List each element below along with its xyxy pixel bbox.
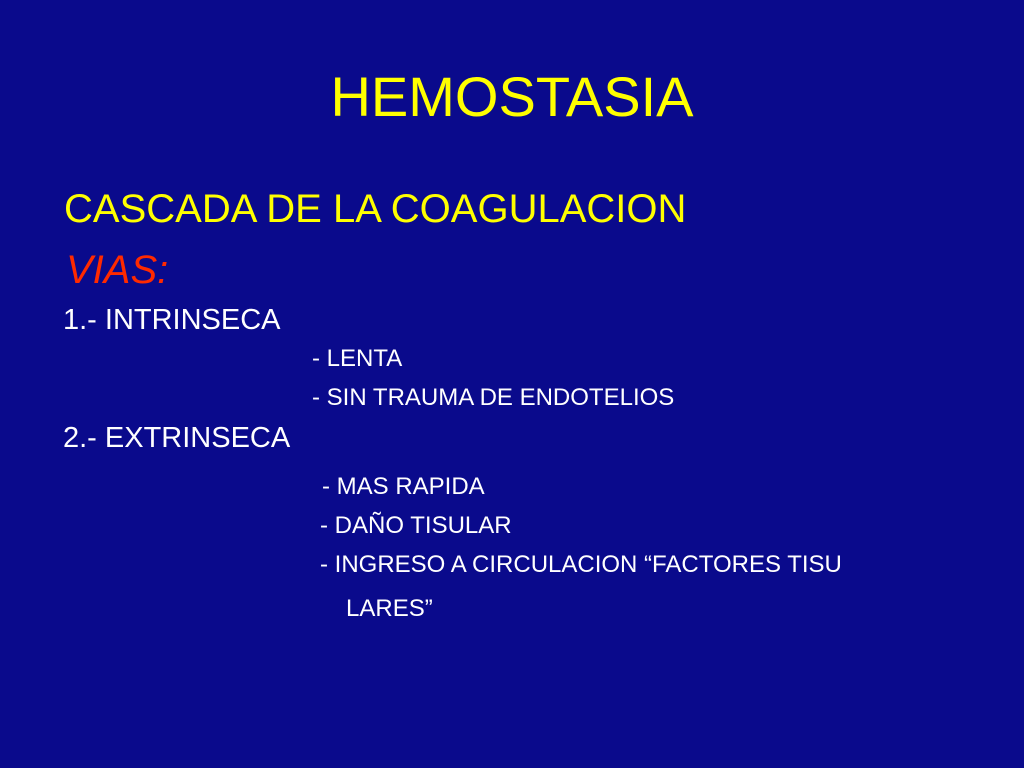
list-item: - DAÑO TISULAR — [320, 512, 512, 539]
list-item: - LENTA — [312, 345, 403, 372]
slide-subtitle: CASCADA DE LA COAGULACION — [64, 187, 687, 231]
list-item: - MAS RAPIDA — [322, 473, 485, 500]
section-heading-extrinseca: 2.- EXTRINSECA — [63, 422, 291, 454]
vias-label: VIAS: — [66, 248, 169, 292]
slide-title: HEMOSTASIA — [330, 65, 694, 128]
list-item: LARES” — [346, 595, 433, 622]
list-item: - SIN TRAUMA DE ENDOTELIOS — [312, 384, 675, 411]
list-item: - INGRESO A CIRCULACION “FACTORES TISU — [320, 551, 842, 578]
section-heading-intrinseca: 1.- INTRINSECA — [63, 304, 281, 336]
